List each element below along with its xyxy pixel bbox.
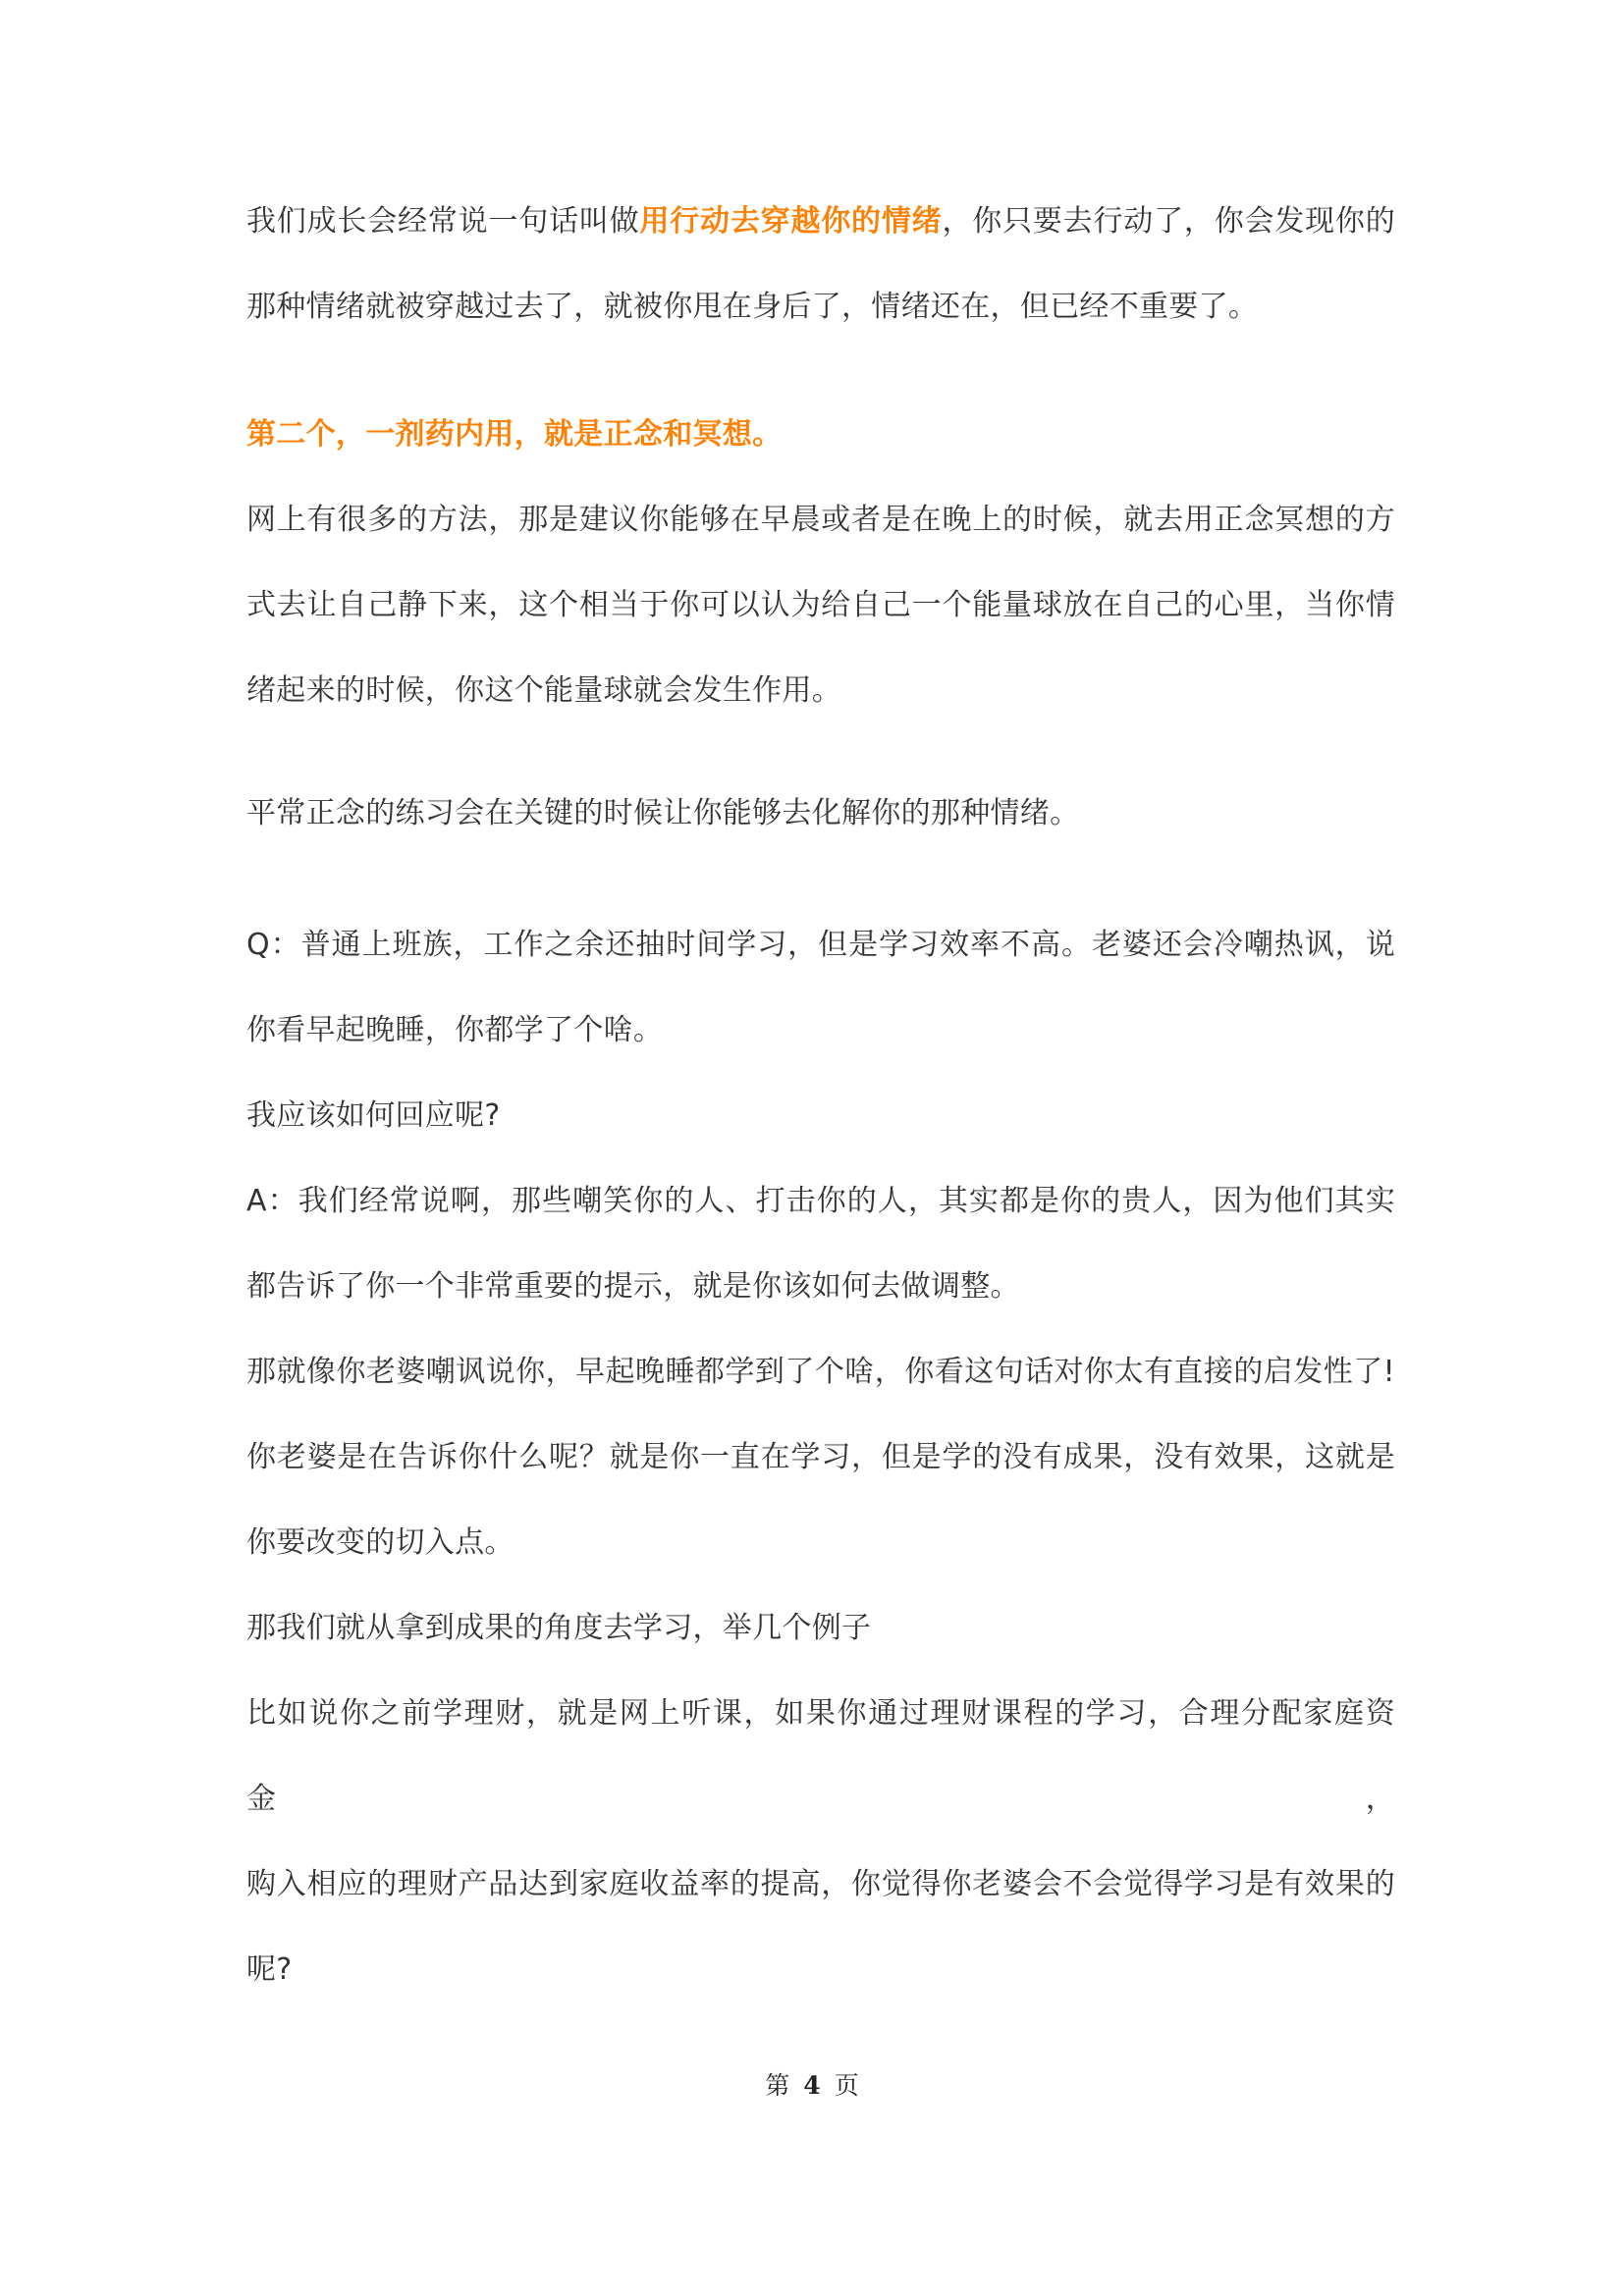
question-line-1: Q：普通上班族，工作之余还抽时间学习，但是学习效率不高。老婆还会冷嘲热讽，说 [246, 928, 1395, 962]
paragraph-2-line-2: 式去让自己静下来，这个相当于你可以认为给自己一个能量球放在自己的心里，当你情 [246, 588, 1395, 622]
answer-line-6: 那我们就从拿到成果的角度去学习，举几个例子 [246, 1611, 872, 1645]
section-heading: 第二个，一剂药内用，就是正念和冥想。 [246, 417, 783, 452]
answer-line-9: 呢? [246, 1952, 293, 1987]
answer-line-1: A：我们经常说啊，那些嘲笑你的人、打击你的人，其实都是你的贵人，因为他们其实 [246, 1184, 1395, 1218]
page-footer [0, 2066, 1624, 2102]
answer-line-2: 都告诉了你一个非常重要的提示，就是你该如何去做调整。 [246, 1269, 1020, 1304]
answer-line-3: 那就像你老婆嘲讽说你，早起晚睡都学到了个啥，你看这句话对你太有直接的启发性了! [246, 1355, 1395, 1389]
question-line-3: 我应该如何回应呢? [246, 1098, 501, 1133]
answer-line-8: 购入相应的理财产品达到家庭收益率的提高，你觉得你老婆会不会觉得学习是有效果的 [246, 1867, 1395, 1901]
answer-line-7: 比如说你之前学理财，就是网上听课，如果你通过理财课程的学习，合理分配家庭资金， [246, 1696, 1395, 1816]
paragraph-3: 平常正念的练习会在关键的时候让你能够去化解你的那种情绪。 [246, 796, 1080, 830]
answer-line-4: 你老婆是在告诉你什么呢？就是你一直在学习，但是学的没有成果，没有效果，这就是 [246, 1440, 1395, 1474]
question-line-2: 你看早起晚睡，你都学了个啥。 [246, 1013, 664, 1047]
paragraph-2-line-3: 绪起来的时候，你这个能量球就会发生作用。 [246, 673, 841, 708]
paragraph-1-prefix: 我们成长会经常说一句话叫做 [246, 204, 640, 239]
footer-suffix: 页 [834, 2071, 859, 2100]
highlighted-phrase: 用行动去穿越你的情绪 [639, 204, 943, 239]
paragraph-1-suffix: ，你只要去行动了，你会发现你的 [942, 204, 1396, 239]
paragraph-1-line-1 [246, 179, 1395, 264]
footer-prefix: 第 [765, 2071, 790, 2100]
page-content [246, 179, 1395, 2012]
page-number: 4 [803, 2071, 821, 2100]
paragraph-2-line-1: 网上有很多的方法，那是建议你能够在早晨或者是在晚上的时候，就去用正念冥想的方 [246, 503, 1395, 537]
answer-line-5: 你要改变的切入点。 [246, 1525, 514, 1560]
paragraph-1-line-2: 那种情绪就被穿越过去了，就被你甩在身后了，情绪还在，但已经不重要了。 [246, 290, 1259, 324]
